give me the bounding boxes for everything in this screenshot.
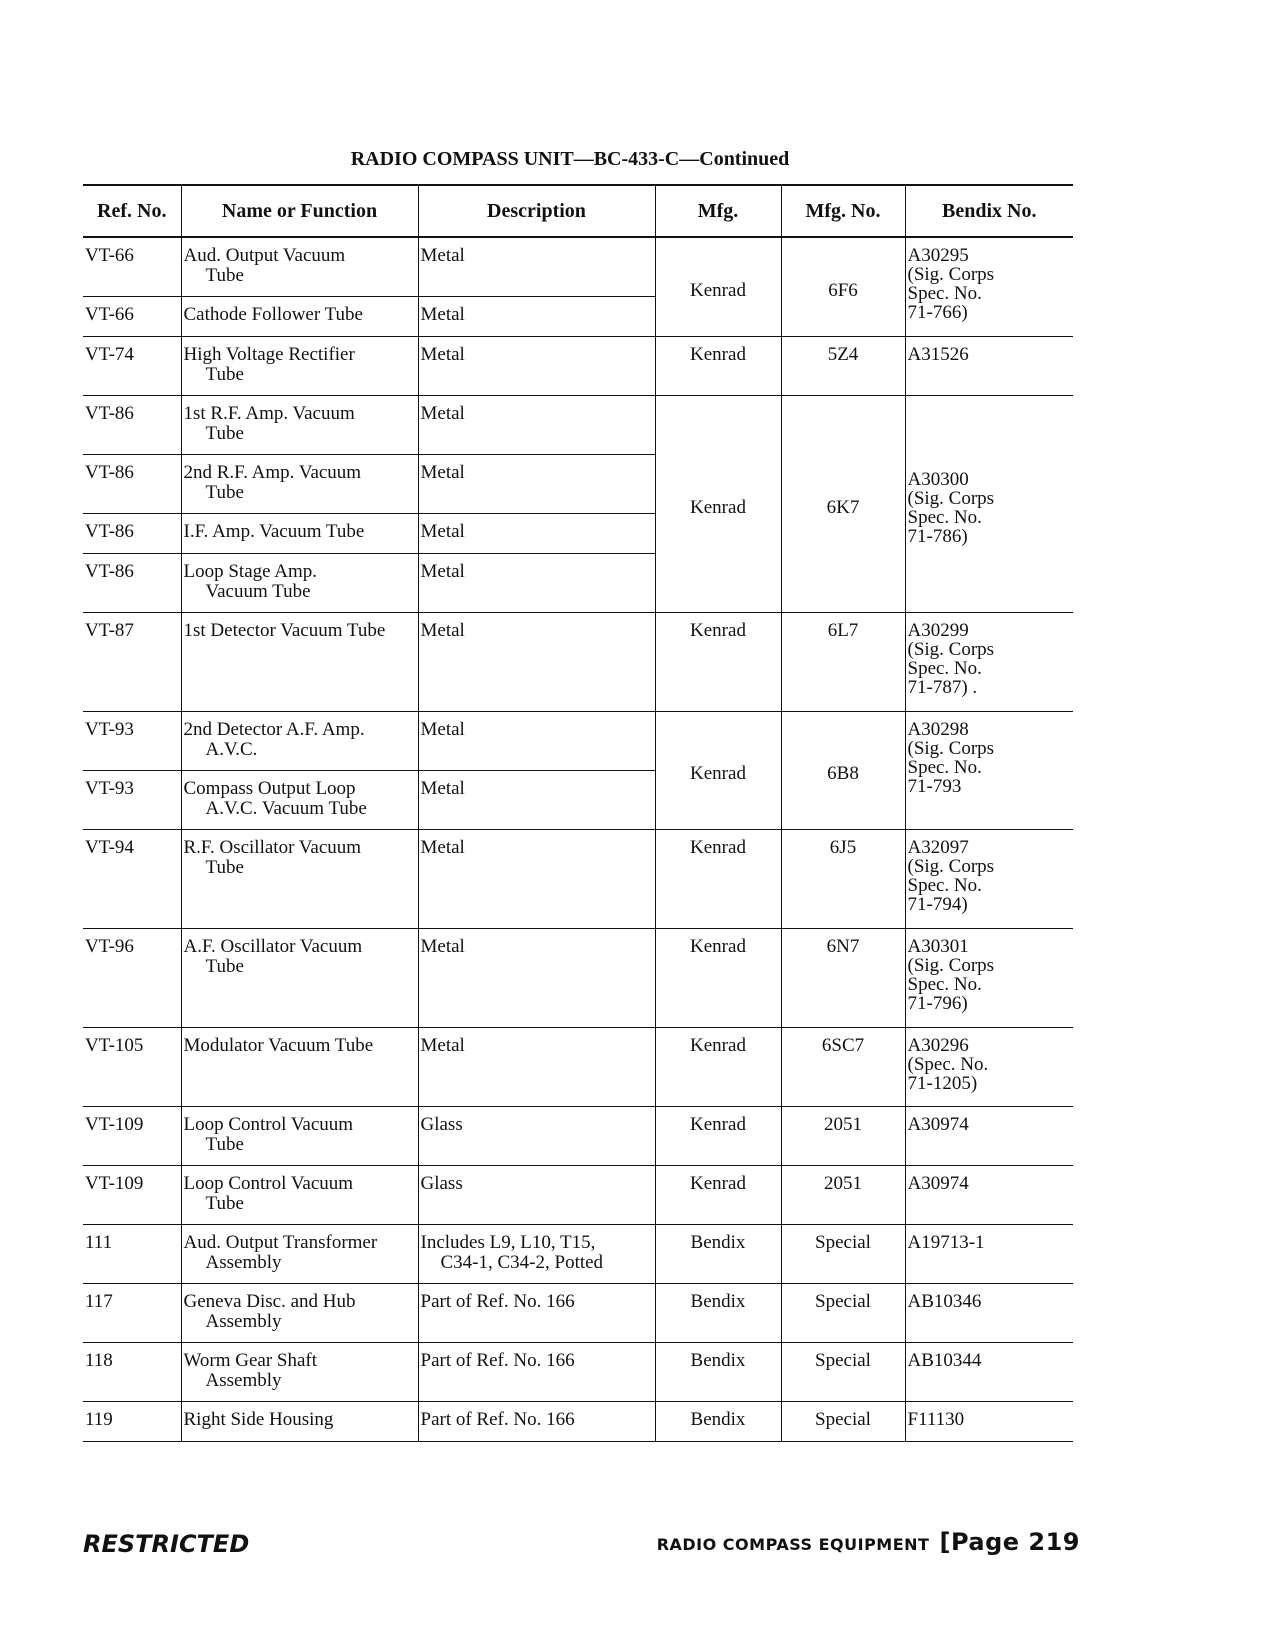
mfg: Bendix bbox=[690, 1349, 746, 1371]
name: Loop Control Vacuum bbox=[183, 1172, 354, 1194]
description: Metal bbox=[420, 619, 465, 641]
ref-no: VT-94 bbox=[85, 836, 134, 858]
mfg-no: 2051 bbox=[824, 1113, 862, 1135]
description: Metal bbox=[420, 1034, 465, 1056]
name: 2nd Detector A.F. Amp. bbox=[183, 718, 365, 740]
ref-no: VT-86 bbox=[85, 402, 134, 424]
ref-no: VT-66 bbox=[85, 303, 134, 325]
description: Glass bbox=[420, 1172, 463, 1194]
description: Part of Ref. No. 166 bbox=[420, 1408, 575, 1430]
ref-no: 119 bbox=[85, 1408, 113, 1430]
description: Metal bbox=[420, 718, 465, 740]
name: Right Side Housing bbox=[183, 1408, 334, 1430]
header-row bbox=[83, 185, 1073, 237]
header-name: Name or Function bbox=[181, 185, 418, 237]
mfg-no: 6L7 bbox=[827, 619, 859, 641]
table-row bbox=[83, 1027, 1073, 1106]
bendix-no-cell bbox=[905, 928, 1073, 1027]
bendix-no: F11130 bbox=[907, 1408, 965, 1430]
name: 1st R.F. Amp. Vacuum bbox=[183, 402, 355, 424]
description-cell bbox=[418, 454, 655, 513]
page-number: [Page 219 bbox=[939, 1528, 1080, 1556]
description: Metal bbox=[420, 520, 465, 542]
bendix-no: A30300 (Sig. Corps Spec. No. 71-786) bbox=[907, 468, 995, 547]
mfg-no-cell bbox=[781, 612, 905, 711]
description-cell bbox=[418, 1165, 655, 1224]
description: Glass bbox=[420, 1113, 463, 1135]
ref-no: VT-66 bbox=[85, 245, 134, 266]
description: Metal bbox=[420, 836, 465, 858]
ref-no: VT-87 bbox=[85, 619, 134, 641]
description-cell bbox=[418, 336, 655, 395]
name: Geneva Disc. and Hub bbox=[183, 1290, 356, 1312]
mfg-no: 6N7 bbox=[826, 935, 860, 957]
mfg: Bendix bbox=[690, 1290, 746, 1312]
name-cell bbox=[181, 1401, 418, 1441]
description-cell bbox=[418, 612, 655, 711]
name-cell bbox=[181, 1027, 418, 1106]
ref-no-cell bbox=[83, 1342, 181, 1401]
description-cell bbox=[418, 296, 655, 336]
bendix-no-cell bbox=[905, 612, 1073, 711]
name: Worm Gear Shaft bbox=[183, 1349, 318, 1371]
mfg-cell bbox=[655, 1165, 781, 1224]
table-row bbox=[83, 1106, 1073, 1165]
ref-no-cell bbox=[83, 395, 181, 454]
description: Metal bbox=[420, 303, 465, 325]
table-title: RADIO COMPASS UNIT—BC-433-C—Continued bbox=[350, 148, 790, 170]
name-cell bbox=[181, 612, 418, 711]
mfg: Kenrad bbox=[690, 496, 746, 518]
bendix-no: AB10344 bbox=[907, 1349, 982, 1371]
name-continuation: Vacuum Tube bbox=[205, 580, 311, 602]
ref-no-cell bbox=[83, 711, 181, 770]
name-cell bbox=[181, 1224, 418, 1283]
bendix-no-cell bbox=[905, 336, 1073, 395]
mfg-no: 6B8 bbox=[827, 763, 859, 784]
mfg: Kenrad bbox=[690, 1113, 746, 1135]
mfg-no: 6K7 bbox=[826, 496, 860, 518]
ref-no: VT-96 bbox=[85, 935, 134, 957]
ref-no-cell bbox=[83, 1165, 181, 1224]
mfg-no-cell bbox=[781, 336, 905, 395]
mfg: Bendix bbox=[690, 1231, 746, 1253]
ref-no-cell bbox=[83, 1106, 181, 1165]
header-mfg: Mfg. bbox=[655, 185, 781, 237]
mfg-cell bbox=[655, 395, 781, 612]
mfg-no-cell bbox=[781, 1342, 905, 1401]
mfg: Kenrad bbox=[690, 1172, 746, 1194]
ref-no-cell bbox=[83, 553, 181, 612]
bendix-no-cell bbox=[905, 711, 1073, 829]
ref-no: VT-74 bbox=[85, 343, 134, 365]
mfg-cell bbox=[655, 829, 781, 928]
table-row bbox=[83, 1224, 1073, 1283]
ref-no: 118 bbox=[85, 1349, 113, 1371]
name-cell bbox=[181, 296, 418, 336]
ref-no: VT-109 bbox=[85, 1113, 144, 1135]
ref-no-cell bbox=[83, 1027, 181, 1106]
name-continuation: Tube bbox=[205, 481, 244, 503]
name-continuation: Tube bbox=[205, 1192, 244, 1214]
bendix-no: A31526 bbox=[907, 343, 969, 365]
mfg: Kenrad bbox=[690, 1034, 746, 1056]
description: Metal bbox=[420, 461, 465, 483]
name: R.F. Oscillator Vacuum bbox=[183, 836, 362, 858]
mfg-no: 6J5 bbox=[829, 836, 857, 858]
mfg-no-cell bbox=[781, 1165, 905, 1224]
mfg-cell bbox=[655, 612, 781, 711]
mfg-no: Special bbox=[815, 1408, 871, 1430]
mfg-no-cell bbox=[781, 1224, 905, 1283]
description-cell bbox=[418, 1342, 655, 1401]
name-cell bbox=[181, 237, 418, 296]
bendix-no-cell bbox=[905, 395, 1073, 612]
mfg-no: Special bbox=[815, 1349, 871, 1371]
description-cell bbox=[418, 770, 655, 829]
name-continuation: Tube bbox=[205, 955, 244, 977]
description: Metal bbox=[420, 402, 465, 424]
mfg-cell bbox=[655, 237, 781, 336]
mfg: Kenrad bbox=[690, 343, 746, 365]
table-row bbox=[83, 1283, 1073, 1342]
mfg-no-cell bbox=[781, 928, 905, 1027]
bendix-no-cell bbox=[905, 1283, 1073, 1342]
name-cell bbox=[181, 1165, 418, 1224]
description-cell bbox=[418, 513, 655, 553]
name-cell bbox=[181, 513, 418, 553]
description-continuation: C34-1, C34-2, Potted bbox=[440, 1251, 604, 1273]
bendix-no-cell bbox=[905, 1401, 1073, 1441]
table-row bbox=[83, 1342, 1073, 1401]
mfg-cell bbox=[655, 1027, 781, 1106]
mfg-cell bbox=[655, 1342, 781, 1401]
mfg-no: 5Z4 bbox=[827, 343, 859, 365]
mfg-cell bbox=[655, 1283, 781, 1342]
bendix-no: A30296 (Spec. No. 71-1205) bbox=[907, 1034, 989, 1094]
ref-no-cell bbox=[83, 928, 181, 1027]
description-cell bbox=[418, 553, 655, 612]
mfg-cell bbox=[655, 928, 781, 1027]
bendix-no: A30295 (Sig. Corps Spec. No. 71-766) bbox=[907, 245, 995, 323]
name: Aud. Output Transformer bbox=[183, 1231, 378, 1253]
description: Part of Ref. No. 166 bbox=[420, 1349, 575, 1371]
bendix-no-cell bbox=[905, 1027, 1073, 1106]
name: Aud. Output Vacuum bbox=[183, 245, 346, 266]
description: Metal bbox=[420, 245, 465, 266]
mfg: Bendix bbox=[690, 1408, 746, 1430]
name-cell bbox=[181, 553, 418, 612]
mfg-no: Special bbox=[815, 1231, 871, 1253]
table-row bbox=[83, 395, 1073, 454]
name-cell bbox=[181, 928, 418, 1027]
bendix-no-cell bbox=[905, 1165, 1073, 1224]
mfg-no-cell bbox=[781, 395, 905, 612]
ref-no-cell bbox=[83, 612, 181, 711]
description: Metal bbox=[420, 560, 465, 582]
table-row bbox=[83, 1165, 1073, 1224]
description-cell bbox=[418, 928, 655, 1027]
header-bendix-no: Bendix No. bbox=[905, 185, 1073, 237]
page-footer bbox=[657, 1528, 1080, 1556]
description-cell bbox=[418, 237, 655, 296]
ref-no: VT-86 bbox=[85, 560, 134, 582]
ref-no-cell bbox=[83, 513, 181, 553]
name-cell bbox=[181, 336, 418, 395]
mfg-no: 6F6 bbox=[828, 279, 858, 301]
table-row bbox=[83, 612, 1073, 711]
name-continuation: Tube bbox=[205, 265, 244, 286]
bendix-no: A30298 (Sig. Corps Spec. No. 71-793 bbox=[907, 718, 995, 797]
mfg: Kenrad bbox=[690, 935, 746, 957]
ref-no-cell bbox=[83, 1401, 181, 1441]
name: Compass Output Loop bbox=[183, 777, 356, 799]
name-cell bbox=[181, 395, 418, 454]
mfg-no: Special bbox=[815, 1290, 871, 1312]
name-continuation: Tube bbox=[205, 363, 244, 385]
ref-no-cell bbox=[83, 1283, 181, 1342]
header-description: Description bbox=[418, 185, 655, 237]
description-cell bbox=[418, 1283, 655, 1342]
name-continuation: Assembly bbox=[205, 1251, 282, 1273]
mfg-no: 2051 bbox=[824, 1172, 862, 1194]
description: Metal bbox=[420, 343, 465, 365]
mfg: Kenrad bbox=[690, 619, 746, 641]
bendix-no-cell bbox=[905, 1342, 1073, 1401]
table-body bbox=[83, 237, 1073, 1441]
name-continuation: Assembly bbox=[205, 1310, 282, 1332]
description-cell bbox=[418, 395, 655, 454]
bendix-no: AB10346 bbox=[907, 1290, 982, 1312]
ref-no: VT-93 bbox=[85, 777, 134, 799]
mfg: Kenrad bbox=[690, 763, 746, 784]
ref-no-cell bbox=[83, 336, 181, 395]
name: 1st Detector Vacuum Tube bbox=[183, 619, 386, 641]
name-cell bbox=[181, 770, 418, 829]
parts-table bbox=[83, 184, 1073, 1442]
description: Metal bbox=[420, 935, 465, 957]
mfg-no-cell bbox=[781, 1401, 905, 1441]
bendix-no: A30974 bbox=[907, 1113, 969, 1135]
description-cell bbox=[418, 1027, 655, 1106]
ref-no-cell bbox=[83, 770, 181, 829]
name: Modulator Vacuum Tube bbox=[183, 1034, 374, 1056]
name: 2nd R.F. Amp. Vacuum bbox=[183, 461, 362, 483]
bendix-no: A19713-1 bbox=[907, 1231, 985, 1253]
header-mfg-no: Mfg. No. bbox=[781, 185, 905, 237]
description: Part of Ref. No. 166 bbox=[420, 1290, 575, 1312]
table-row bbox=[83, 829, 1073, 928]
ref-no: 111 bbox=[85, 1231, 113, 1253]
mfg: Kenrad bbox=[690, 279, 746, 301]
mfg-no-cell bbox=[781, 237, 905, 336]
ref-no-cell bbox=[83, 296, 181, 336]
table-row bbox=[83, 1401, 1073, 1441]
table-row bbox=[83, 237, 1073, 296]
header-ref-no: Ref. No. bbox=[83, 185, 181, 237]
description-cell bbox=[418, 1224, 655, 1283]
mfg-no-cell bbox=[781, 1106, 905, 1165]
bendix-no-cell bbox=[905, 829, 1073, 928]
description-cell bbox=[418, 1401, 655, 1441]
name: High Voltage Rectifier bbox=[183, 343, 355, 365]
mfg-no-cell bbox=[781, 1027, 905, 1106]
ref-no: VT-86 bbox=[85, 461, 134, 483]
name-continuation: Tube bbox=[205, 856, 244, 878]
mfg-cell bbox=[655, 1224, 781, 1283]
ref-no: VT-105 bbox=[85, 1034, 144, 1056]
mfg-cell bbox=[655, 1106, 781, 1165]
ref-no: VT-93 bbox=[85, 718, 134, 740]
name-cell bbox=[181, 454, 418, 513]
name-cell bbox=[181, 829, 418, 928]
name-continuation: Assembly bbox=[205, 1369, 282, 1391]
description: Includes L9, L10, T15, bbox=[420, 1231, 596, 1253]
name: Loop Stage Amp. bbox=[183, 560, 318, 582]
table-row bbox=[83, 711, 1073, 770]
description-cell bbox=[418, 1106, 655, 1165]
mfg-no-cell bbox=[781, 711, 905, 829]
name: Cathode Follower Tube bbox=[183, 303, 363, 325]
mfg-cell bbox=[655, 336, 781, 395]
ref-no-cell bbox=[83, 237, 181, 296]
ref-no: VT-86 bbox=[85, 520, 134, 542]
name-cell bbox=[181, 1342, 418, 1401]
bendix-no: A30299 (Sig. Corps Spec. No. 71-787) . bbox=[907, 619, 995, 698]
ref-no-cell bbox=[83, 454, 181, 513]
mfg-cell bbox=[655, 711, 781, 829]
ref-no: VT-109 bbox=[85, 1172, 144, 1194]
bendix-no-cell bbox=[905, 1106, 1073, 1165]
bendix-no: A30301 (Sig. Corps Spec. No. 71-796) bbox=[907, 935, 995, 1014]
ref-no: 117 bbox=[85, 1290, 113, 1312]
mfg-no-cell bbox=[781, 1283, 905, 1342]
name: Loop Control Vacuum bbox=[183, 1113, 354, 1135]
table-row bbox=[83, 928, 1073, 1027]
name-continuation: Tube bbox=[205, 1133, 244, 1155]
name-cell bbox=[181, 1106, 418, 1165]
description-cell bbox=[418, 829, 655, 928]
name-cell bbox=[181, 711, 418, 770]
ref-no-cell bbox=[83, 1224, 181, 1283]
name-continuation: Tube bbox=[205, 422, 244, 444]
restricted-label: RESTRICTED bbox=[83, 1530, 250, 1558]
mfg-cell bbox=[655, 1401, 781, 1441]
bendix-no-cell bbox=[905, 1224, 1073, 1283]
table-row bbox=[83, 336, 1073, 395]
name: A.F. Oscillator Vacuum bbox=[183, 935, 363, 957]
mfg-no-cell bbox=[781, 829, 905, 928]
mfg: Kenrad bbox=[690, 836, 746, 858]
description: Metal bbox=[420, 777, 465, 799]
mfg-no: 6SC7 bbox=[821, 1034, 865, 1056]
ref-no-cell bbox=[83, 829, 181, 928]
section-name: RADIO COMPASS EQUIPMENT bbox=[656, 1535, 930, 1554]
name-continuation: A.V.C. bbox=[205, 738, 258, 760]
name: I.F. Amp. Vacuum Tube bbox=[183, 520, 365, 542]
bendix-no: A30974 bbox=[907, 1172, 969, 1194]
bendix-no: A32097 (Sig. Corps Spec. No. 71-794) bbox=[907, 836, 995, 915]
bendix-no-cell bbox=[905, 237, 1073, 336]
name-cell bbox=[181, 1283, 418, 1342]
description-cell bbox=[418, 711, 655, 770]
name-continuation: A.V.C. Vacuum Tube bbox=[205, 797, 367, 819]
